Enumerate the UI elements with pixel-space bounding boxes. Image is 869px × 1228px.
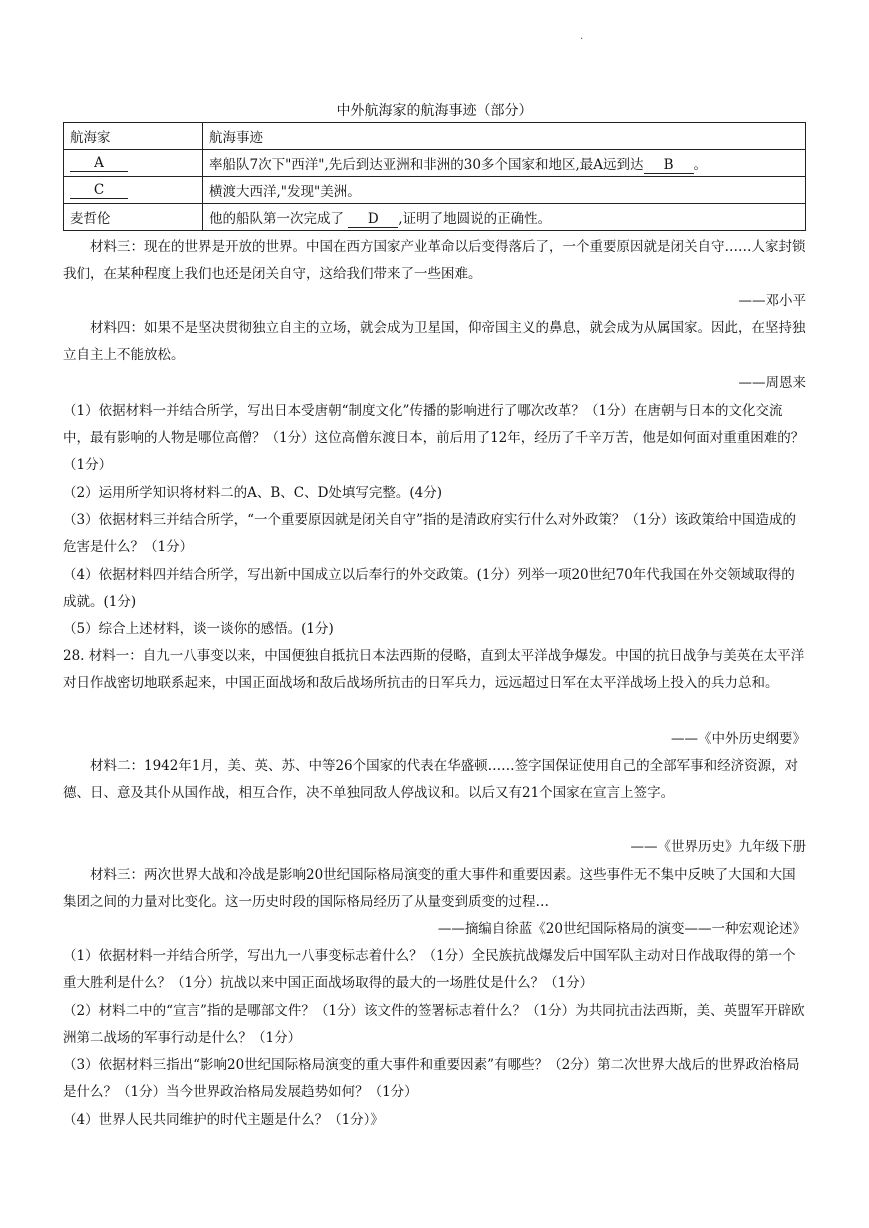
deeds-text: 横渡大西洋,"发现"美洲。	[209, 184, 361, 200]
header-navigator: 航海家	[64, 123, 203, 150]
question-28-2: （2）材料二中的“宣言”指的是哪部文件？（1分）该文件的签署标志着什么？（1分）为共同抗击法西斯，美、英盟军开辟欧洲第二战场的军事行动是什么？（1分）	[63, 1003, 805, 1047]
deeds-cell	[203, 150, 806, 177]
table-row	[64, 150, 806, 177]
source-world-history: ——《世界历史》九年级下册	[630, 839, 806, 855]
blank-c: C	[70, 182, 128, 199]
deeds-text: 率船队7次下"西洋",先后到达亚洲和非洲的30多个国家和地区,最A远到达	[209, 156, 644, 173]
navigator-cell: 麦哲伦	[64, 204, 203, 231]
question-27-1: （1）依据材料一并结合所学，写出日本受唐朝“制度文化”传播的影响进行了哪次改革？（1分）在唐朝与日本的文化交流中，最有影响的人物是哪位高僧？（1分）这位高僧东渡日本，前后用了12年，经历了千辛万苦，他是如何面对重重困难的？（1分）	[63, 403, 805, 474]
deeds-text-end: 。	[693, 156, 708, 173]
table-header-row	[64, 123, 806, 150]
deeds-text: 他的船队第一次完成了	[209, 210, 349, 227]
question-28-1: （1）依据材料一并结合所学，写出九一八事变标志着什么？（1分）全民族抗战爆发后中国军队主动对日作战取得的第一个重大胜利是什么？（1分）抗战以来中国正面战场取得的最大的一场胜仗是什么？（1分）	[63, 948, 796, 992]
question-27-5: （5）综合上述材料，谈一谈你的感悟。(1分)	[63, 621, 334, 637]
q28-material-two: 材料二：1942年1月，美、英、苏、中等26个国家的代表在华盛顿……签字国保证使用自己的全部军事和经济资源，对德、日、意及其仆从国作战，相互合作，决不单独同敌人停战议和。以后又有21个国家在宣言上签字。	[63, 758, 799, 802]
table-title: 中外航海家的航海事迹（部分）	[336, 103, 533, 119]
table-row	[64, 177, 806, 204]
source-outline: ——《中外历史纲要》	[671, 731, 806, 747]
deeds-cell	[203, 177, 806, 204]
question-27-2: （2）运用所学知识将材料二的A、B、C、D处填写完整。(4分)	[63, 485, 443, 501]
material-four: 材料四：如果不是坚决贯彻独立自主的立场，就会成为卫星国，仰帝国主义的鼻息，就会成为从属国家。因此，在坚持独立自主上不能放松。	[63, 320, 806, 364]
q28-material-one: 28. 材料一：自九一八事变以来，中国便独自抵抗日本法西斯的侵略，直到太平洋战争爆发。中国的抗日战争与美英在太平洋对日作战密切地联系起来，中国正面战场和敌后战场所抗击的日军兵力，远远超过日军在太平洋战场上投入的兵力总和。	[63, 648, 805, 692]
page-marker-dot: ·	[580, 34, 584, 45]
blank-a: A	[70, 155, 128, 172]
blank-d: D	[348, 211, 398, 228]
deeds-cell	[203, 204, 806, 231]
question-28-4: （4）世界人民共同维护的时代主题是什么？（1分）》	[63, 1112, 384, 1128]
navigator-table	[63, 122, 806, 231]
material-three: 材料三：现在的世界是开放的世界。中国在西方国家产业革命以后变得落后了，一个重要原因就是闭关自守……人家封锁我们，在某种程度上我们也还是闭关自守，这给我们带来了一些困难。	[63, 239, 806, 283]
question-27-3: （3）依据材料三并结合所学，“一个重要原因就是闭关自守”指的是清政府实行什么对外政策？（1分）该政策给中国造成的危害是什么？（1分）	[63, 512, 796, 556]
navigator-cell	[64, 150, 203, 177]
deeds-text-end: ,证明了地圆说的正确性。	[398, 210, 552, 227]
question-28-3: （3）依据材料三指出“影响20世纪国际格局演变的重大事件和重要因素”有哪些？（2分）第二次世界大战后的世界政治格局是什么？（1分）当今世界政治格局发展趋势如何？（1分）	[63, 1057, 800, 1101]
table-row	[64, 204, 806, 231]
blank-b: B	[644, 157, 694, 174]
navigator-cell	[64, 177, 203, 204]
source-deng: ——邓小平	[738, 293, 806, 309]
source-xu-lan: ——摘编自徐蓝《20世纪国际格局的演变——一种宏观论述》	[437, 921, 806, 937]
header-deeds: 航海事迹	[203, 123, 806, 150]
source-zhou: ——周恩来	[738, 375, 806, 391]
q28-material-three: 材料三：两次世界大战和冷战是影响20世纪国际格局演变的重大事件和重要因素。这些事件无不集中反映了大国和大国集团之间的力量对比变化。这一历史时段的国际格局经历了从量变到质变的过程…	[63, 867, 796, 911]
question-27-4: （4）依据材料四并结合所学，写出新中国成立以后奉行的外交政策。(1分）列举一项20世纪70年代我国在外交领域取得的成就。(1分)	[63, 567, 795, 611]
